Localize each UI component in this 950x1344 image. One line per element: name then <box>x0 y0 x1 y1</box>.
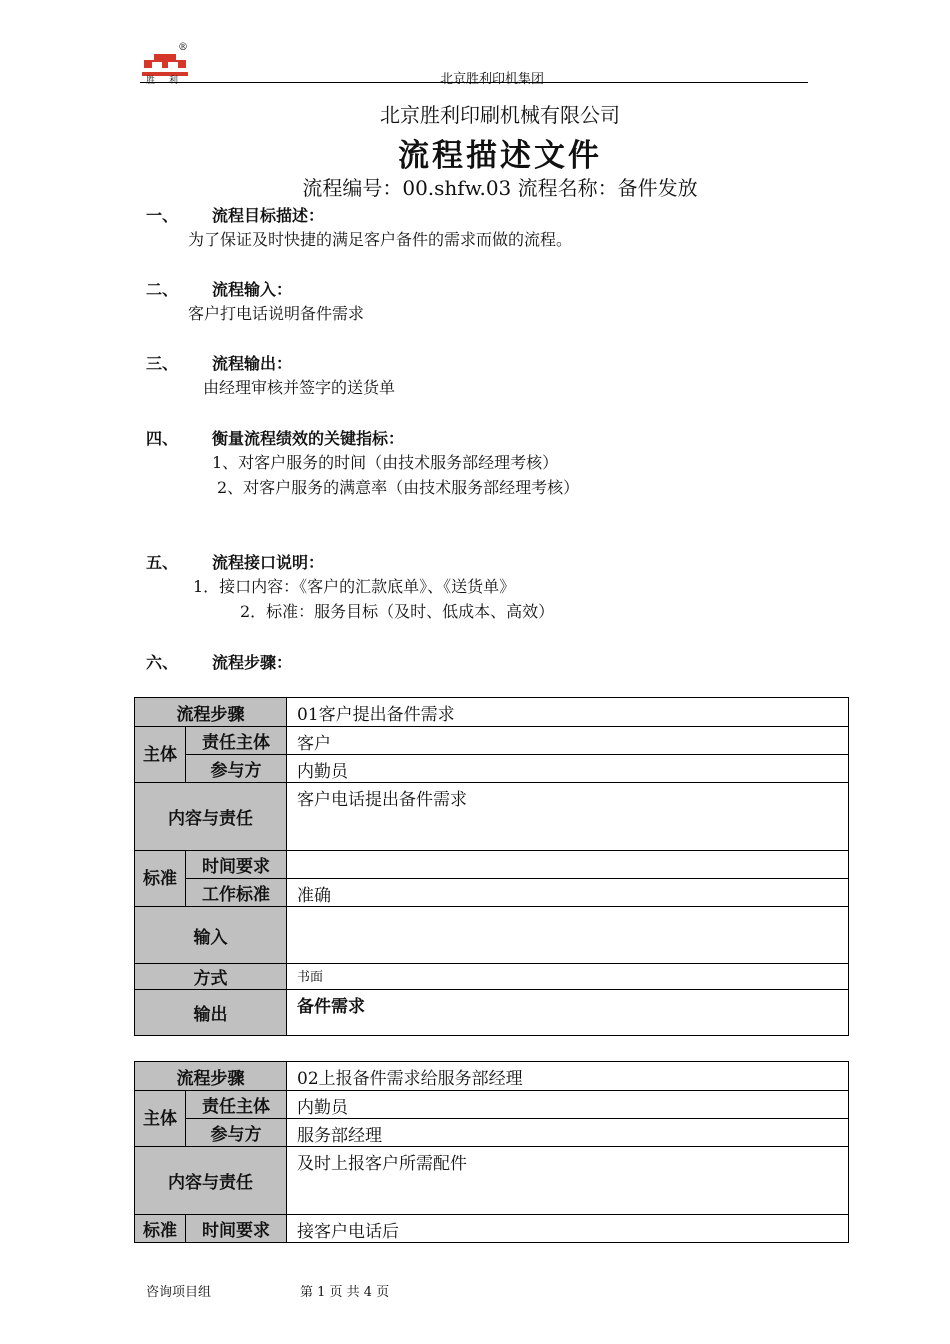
time-req-value <box>287 851 849 879</box>
content-label: 内容与责任 <box>135 1147 287 1215</box>
section-title: 流程步骤： <box>212 653 293 672</box>
header-divider <box>140 82 808 83</box>
section-title: 衡量流程绩效的关键指标： <box>212 429 405 448</box>
page-number: 第 1 页 共 4 页 <box>300 1285 390 1300</box>
input-label: 输入 <box>135 907 287 964</box>
subject-label: 主体 <box>135 1091 186 1147</box>
step-value: 01客户提出备件需求 <box>287 698 849 727</box>
responsible-label: 责任主体 <box>186 1091 287 1119</box>
step-value: 02上报备件需求给服务部经理 <box>287 1062 849 1091</box>
registered-mark: ® <box>178 42 188 53</box>
section-text: 由经理审核并签字的送货单 <box>203 378 396 397</box>
participant-value: 内勤员 <box>287 755 849 783</box>
section-text: 1．接口内容：《客户的汇款底单》、《送货单》 <box>193 577 516 596</box>
responsible-value: 内勤员 <box>287 1091 849 1119</box>
work-std-label: 工作标准 <box>186 879 287 907</box>
section-number: 一、 <box>146 206 179 225</box>
section-number: 二、 <box>146 280 179 299</box>
subject-label: 主体 <box>135 727 186 783</box>
footer-group: 咨询项目组 <box>146 1285 212 1300</box>
standard-label: 标准 <box>135 851 186 907</box>
process-step-table <box>134 697 849 1036</box>
company-name: 北京胜利印刷机械有限公司 <box>380 103 620 127</box>
section-text: 为了保证及时快捷的满足客户备件的需求而做的流程。 <box>188 230 573 249</box>
section-text: 2．标准：服务目标（及时、低成本、高效） <box>240 602 555 621</box>
step-label: 流程步骤 <box>135 698 287 727</box>
work-std-value: 准确 <box>287 879 849 907</box>
section-text: 1、对客户服务的时间（由技术服务部经理考核） <box>212 453 559 472</box>
section-number: 五、 <box>146 553 179 572</box>
participant-value: 服务部经理 <box>287 1119 849 1147</box>
step-label: 流程步骤 <box>135 1062 287 1091</box>
section-title: 流程目标描述： <box>212 206 325 225</box>
output-label: 输出 <box>135 990 287 1036</box>
section-text: 客户打电话说明备件需求 <box>188 304 365 323</box>
content-value: 及时上报客户所需配件 <box>287 1147 849 1215</box>
section-text: 2、对客户服务的满意率（由技术服务部经理考核） <box>217 478 580 497</box>
method-value: 书面 <box>287 964 849 990</box>
standard-label: 标准 <box>135 1215 186 1243</box>
time-req-label: 时间要求 <box>186 1215 287 1243</box>
participant-label: 参与方 <box>186 755 287 783</box>
input-value <box>287 907 849 964</box>
logo-text: 胜利 <box>146 76 193 86</box>
group-name: 北京胜利印机集团 <box>440 72 545 87</box>
content-value: 客户电话提出备件需求 <box>287 783 849 851</box>
time-req-label: 时间要求 <box>186 851 287 879</box>
document-title: 流程描述文件 <box>398 138 602 174</box>
section-number: 四、 <box>146 429 179 448</box>
output-value: 备件需求 <box>287 990 849 1036</box>
section-number: 三、 <box>146 354 179 373</box>
process-step-table <box>134 1061 849 1243</box>
process-id-line: 流程编号：00.shfw.03 流程名称：备件发放 <box>302 176 698 200</box>
participant-label: 参与方 <box>186 1119 287 1147</box>
time-req-value: 接客户电话后 <box>287 1215 849 1243</box>
section-title: 流程输入： <box>212 280 293 299</box>
method-label: 方式 <box>135 964 287 990</box>
responsible-label: 责任主体 <box>186 727 287 755</box>
section-title: 流程输出： <box>212 354 293 373</box>
content-label: 内容与责任 <box>135 783 287 851</box>
section-number: 六、 <box>146 653 179 672</box>
section-title: 流程接口说明： <box>212 553 325 572</box>
responsible-value: 客户 <box>287 727 849 755</box>
